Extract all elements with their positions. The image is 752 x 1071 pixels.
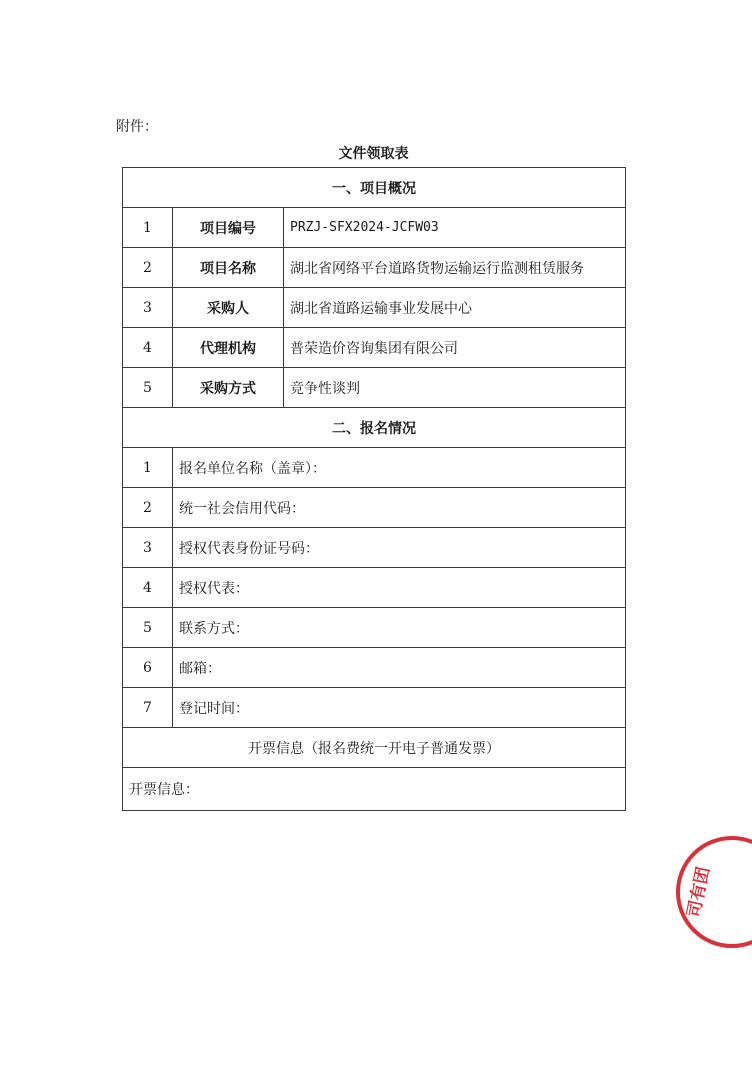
table-row bbox=[123, 488, 626, 528]
field-label: 采购方式 bbox=[173, 368, 284, 408]
field-label: 采购人 bbox=[173, 288, 284, 328]
section2-heading: 二、报名情况 bbox=[123, 408, 626, 448]
table-row bbox=[123, 368, 626, 408]
table-row bbox=[123, 328, 626, 368]
purchaser-value: 湖北省道路运输事业发展中心 bbox=[284, 288, 626, 328]
table-row bbox=[123, 568, 626, 608]
field-label: 项目名称 bbox=[173, 248, 284, 288]
table-row bbox=[123, 248, 626, 288]
agency-value: 普荣造价咨询集团有限公司 bbox=[284, 328, 626, 368]
project-name-value: 湖北省网络平台道路货物运输运行监测租赁服务 bbox=[284, 248, 626, 288]
email-field[interactable]: 邮箱： bbox=[173, 648, 626, 688]
document-title: 文件领取表 bbox=[338, 146, 409, 162]
row-number: 3 bbox=[123, 288, 173, 328]
section1-heading-row bbox=[123, 168, 626, 208]
table-row bbox=[123, 288, 626, 328]
table-row bbox=[123, 648, 626, 688]
invoice-info-field[interactable]: 开票信息： bbox=[123, 768, 626, 811]
row-number: 5 bbox=[123, 608, 173, 648]
row-number: 6 bbox=[123, 648, 173, 688]
registrant-name-field[interactable]: 报名单位名称（盖章）： bbox=[173, 448, 626, 488]
row-number: 4 bbox=[123, 328, 173, 368]
representative-field[interactable]: 授权代表： bbox=[173, 568, 626, 608]
project-number-value: PRZJ-SFX2024-JCFW03 bbox=[284, 208, 626, 248]
row-number: 5 bbox=[123, 368, 173, 408]
invoice-row bbox=[123, 768, 626, 811]
contact-field[interactable]: 联系方式： bbox=[173, 608, 626, 648]
representative-id-field[interactable]: 授权代表身份证号码： bbox=[173, 528, 626, 568]
row-number: 2 bbox=[123, 248, 173, 288]
table-row bbox=[123, 528, 626, 568]
field-label: 项目编号 bbox=[173, 208, 284, 248]
registration-time-field[interactable]: 登记时间： bbox=[173, 688, 626, 728]
row-number: 1 bbox=[123, 448, 173, 488]
table-row bbox=[123, 208, 626, 248]
credit-code-field[interactable]: 统一社会信用代码： bbox=[173, 488, 626, 528]
row-number: 2 bbox=[123, 488, 173, 528]
section1-heading: 一、项目概况 bbox=[123, 168, 626, 208]
procurement-method-value: 竞争性谈判 bbox=[284, 368, 626, 408]
seal-text: 司有团 bbox=[683, 865, 715, 920]
official-seal bbox=[672, 832, 752, 952]
attachment-label: 附件： bbox=[116, 119, 158, 135]
row-number: 1 bbox=[123, 208, 173, 248]
section2-heading-row bbox=[123, 408, 626, 448]
row-number: 3 bbox=[123, 528, 173, 568]
document-form-table bbox=[122, 167, 626, 811]
table-row bbox=[123, 608, 626, 648]
row-number: 7 bbox=[123, 688, 173, 728]
field-label: 代理机构 bbox=[173, 328, 284, 368]
table-row bbox=[123, 688, 626, 728]
invoice-heading: 开票信息（报名费统一开电子普通发票） bbox=[123, 728, 626, 768]
row-number: 4 bbox=[123, 568, 173, 608]
invoice-heading-row bbox=[123, 728, 626, 768]
table-row bbox=[123, 448, 626, 488]
